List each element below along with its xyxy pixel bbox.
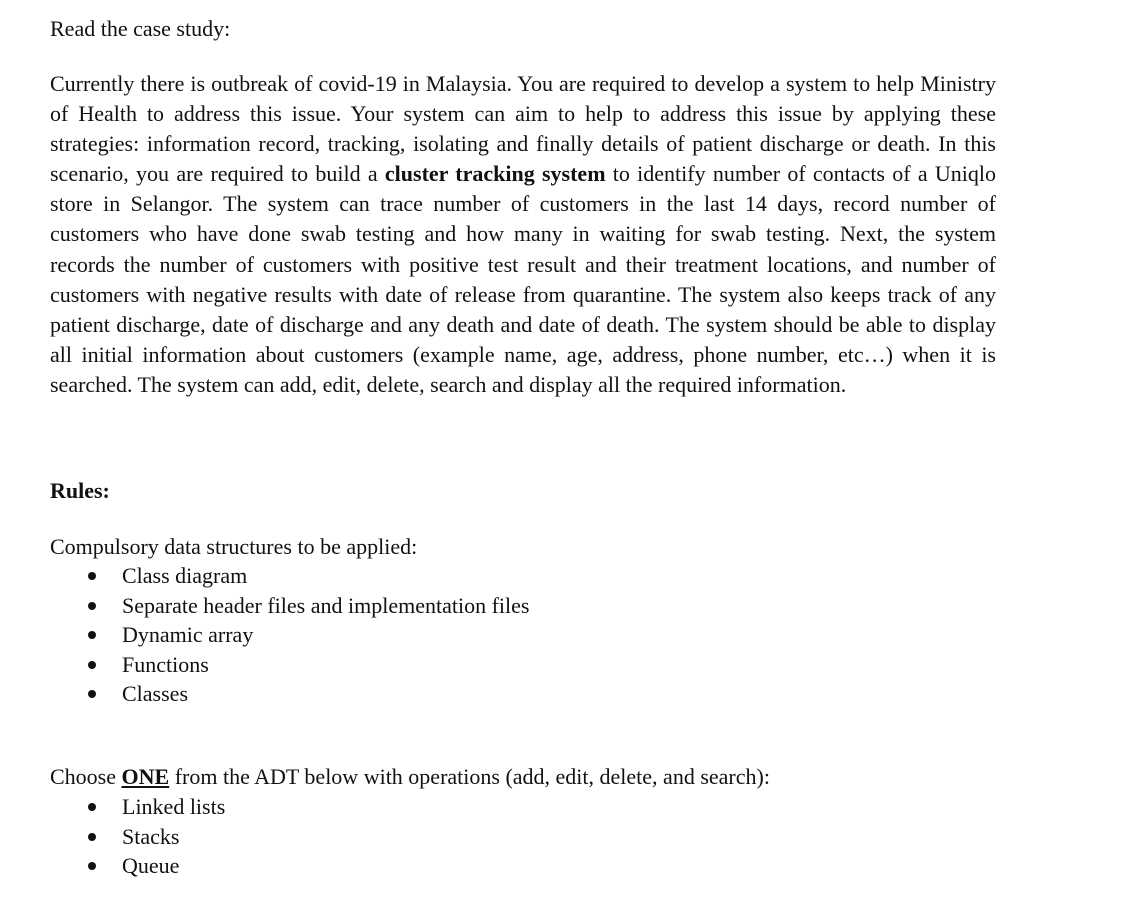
- case-study-text-part2: to identify number of contacts of a Uniqlo store in Selangor. The system can trace number of customers in the last 14 days, record number of customers who have done swab testing and how many in waiting for swab testing. Next, the system records the number of customers with positive test result and their treatment locations, and number of customers with negative results with date of release from quarantine. The system also keeps track of any patient discharge, date of discharge and any death and date of death. The system should be able to display all initial information about customers (example name, age, address, phone number, etc…) when it is searched. The system can add, edit, delete, search and display all the required information.: [50, 161, 996, 397]
- bullet-icon: [88, 833, 96, 841]
- case-study-heading: Read the case study:: [50, 16, 231, 41]
- case-study-paragraph: [50, 69, 996, 400]
- list-item-text: Functions: [122, 651, 209, 677]
- bullet-icon: [88, 803, 96, 811]
- bullet-icon: [88, 661, 96, 669]
- adt-intro-after: from the ADT below with operations (add, edit, delete, and search):: [169, 764, 770, 789]
- case-study-bold-term: cluster tracking system: [384, 161, 606, 187]
- case-study-text-part1: Currently there is outbreak of covid-19 in Malaysia. You are required to develop a system to help Ministry of Health to address this issue. Your system can aim to help to address this issue by applying these strategies: information record, tracking, isolating and finally details of patient discharge or death. In this scenario, you are required to build a: [50, 71, 996, 187]
- adt-intro: [50, 762, 770, 792]
- adt-intro-emphasis: ONE: [121, 764, 170, 789]
- bullet-icon: [88, 602, 96, 610]
- compulsory-intro: Compulsory data structures to be applied:: [50, 534, 418, 559]
- list-item-text: Separate header files and implementation files: [122, 592, 530, 618]
- list-item-text: Linked lists: [122, 794, 226, 819]
- list-item-text: Stacks: [122, 823, 180, 849]
- adt-intro-before: Choose: [50, 764, 122, 789]
- list-item-text: Queue: [122, 853, 180, 879]
- rules-title: Rules:: [50, 478, 110, 503]
- list-item-text: Class diagram: [122, 563, 248, 588]
- list-item-text: Classes: [122, 681, 188, 707]
- bullet-icon: [88, 862, 96, 870]
- bullet-icon: [88, 690, 96, 698]
- list-item-text: Dynamic array: [122, 622, 254, 648]
- bullet-icon: [88, 631, 96, 639]
- bullet-icon: [88, 572, 96, 580]
